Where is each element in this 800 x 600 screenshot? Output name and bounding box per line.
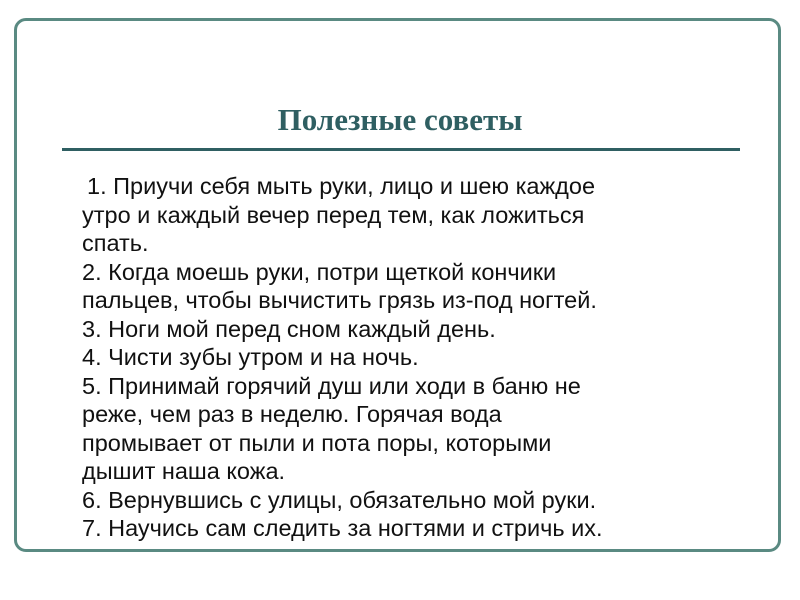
tip-2-line-1: 2. Когда моешь руки, потри щеткой кончики xyxy=(82,258,557,285)
slide-title: Полезные советы xyxy=(277,102,523,137)
tip-5-line-1: 5. Принимай горячий душ или ходи в баню не xyxy=(82,372,581,399)
tip-5-line-4: дышит наша кожа. xyxy=(82,458,286,484)
title-underline xyxy=(62,148,740,151)
tip-5-line-2: реже, чем раз в неделю. Горячая вода xyxy=(82,401,502,427)
tips-list xyxy=(82,172,762,543)
tip-1-line-3: спать. xyxy=(82,230,149,256)
tip-1-line-2: утро и каждый вечер перед тем, как ложиться xyxy=(82,201,585,228)
tip-4-line-1: 4. Чисти зубы утром и на ночь. xyxy=(82,344,419,370)
tip-2-line-2: пальцев, чтобы вычистить грязь из-под ногтей. xyxy=(82,287,597,313)
tip-5-line-3: промывает от пыли и пота поры, которыми xyxy=(82,429,552,456)
tip-1-line-1: 1. Приучи себя мыть руки, лицо и шею каждое xyxy=(87,173,596,199)
tip-7-line-1: 7. Научись сам следить за ногтями и стричь их. xyxy=(82,515,603,541)
tip-6-line-1: 6. Вернувшись с улицы, обязательно мой руки. xyxy=(82,486,597,513)
tip-3-line-1: 3. Ноги мой перед сном каждый день. xyxy=(82,315,496,342)
